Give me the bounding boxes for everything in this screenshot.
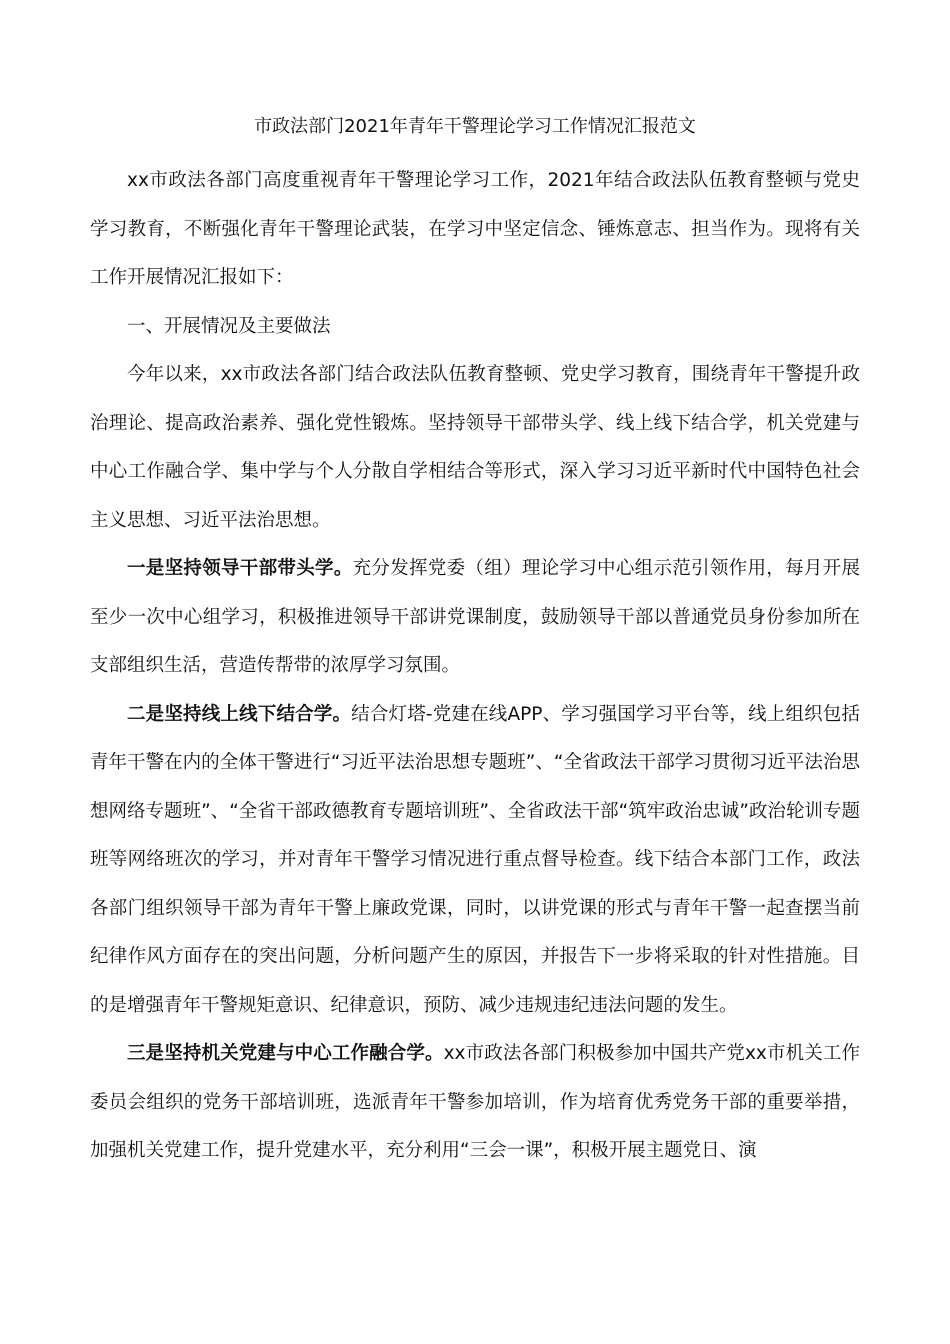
paragraph-lead: 二是坚持线上线下结合学。 — [127, 703, 352, 725]
paragraph-text: xx市政法各部门高度重视青年干警理论学习工作，2021年结合政法队伍教育整顿与党史学习教育，不断强化青年干警理论武装，在学习中坚定信念、锤炼意志、担当作为。现将有关工作开展情况汇报如下： — [90, 170, 860, 288]
paragraph-text: 结合灯塔-党建在线APP、学习强国学习平台等，线上组织包括青年干警在内的全体干警进行“习近平法治思想专题班”、“全省政法干部学习贯彻习近平法治思想网络专题班”、“全省干部政德教育专题培训班”、全省政法干部“筑牢政治忠诚”政治轮训专题班等网络班次的学习，并对青年干警学习情况进行重点督导检查。线下结合本部门工作，政法各部门组织领导干部为青年干警上廉政党课，同时，以讲党课的形式与青年干警一起查摆当前纪律作风方面存在的突出问题，分析问题产生的原因，并报告下一步将采取的针对性措施。目的是增强青年干警规矩意识、纪律意识，预防、减少违规违纪违法问题的发生。 — [90, 703, 860, 1016]
section-heading — [90, 303, 860, 352]
paragraph-text: 一、开展情况及主要做法 — [127, 315, 331, 337]
paragraph-lead: 三是坚持机关党建与中心工作融合学。 — [127, 1043, 444, 1064]
paragraph-text: 今年以来，xx市政法各部门结合政法队伍教育整顿、党史学习教育，围绕青年干警提升政治理论、提高政治素养、强化党性锻炼。坚持领导干部带头学、线上线下结合学，机关党建与中心工作融合学、集中学与个人分散自学相结合等形式，深入学习习近平新时代中国特色社会主义思想、习近平法治思想。 — [90, 364, 860, 531]
paragraph-point-1 — [90, 545, 860, 691]
paragraph-text: 充分发挥党委（组）理论学习中心组示范引领作用，每月开展至少一次中心组学习，积极推进领导干部讲党课制度，鼓励领导干部以普通党员身份参加所在支部组织生活，营造传帮带的浓厚学习氛围。 — [90, 558, 860, 676]
paragraph-intro — [90, 157, 860, 303]
paragraph-text: xx市政法各部门积极参加中国共产党xx市机关工作委员会组织的党务干部培训班，选派青年干警参加培训，作为培育优秀党务干部的重要举措，加强机关党建工作，提升党建水平，充分利用“三会一课”，积极开展主题党日、演 — [90, 1043, 860, 1161]
paragraph-point-2 — [90, 691, 860, 1031]
paragraph-lead: 一是坚持领导干部带头学。 — [127, 558, 353, 579]
document-title: 市政法部门2021年青年干警理论学习工作情况汇报范文 — [254, 116, 696, 137]
paragraph-point-3 — [90, 1030, 860, 1176]
document-body — [90, 157, 860, 1176]
paragraph-overview — [90, 351, 860, 545]
